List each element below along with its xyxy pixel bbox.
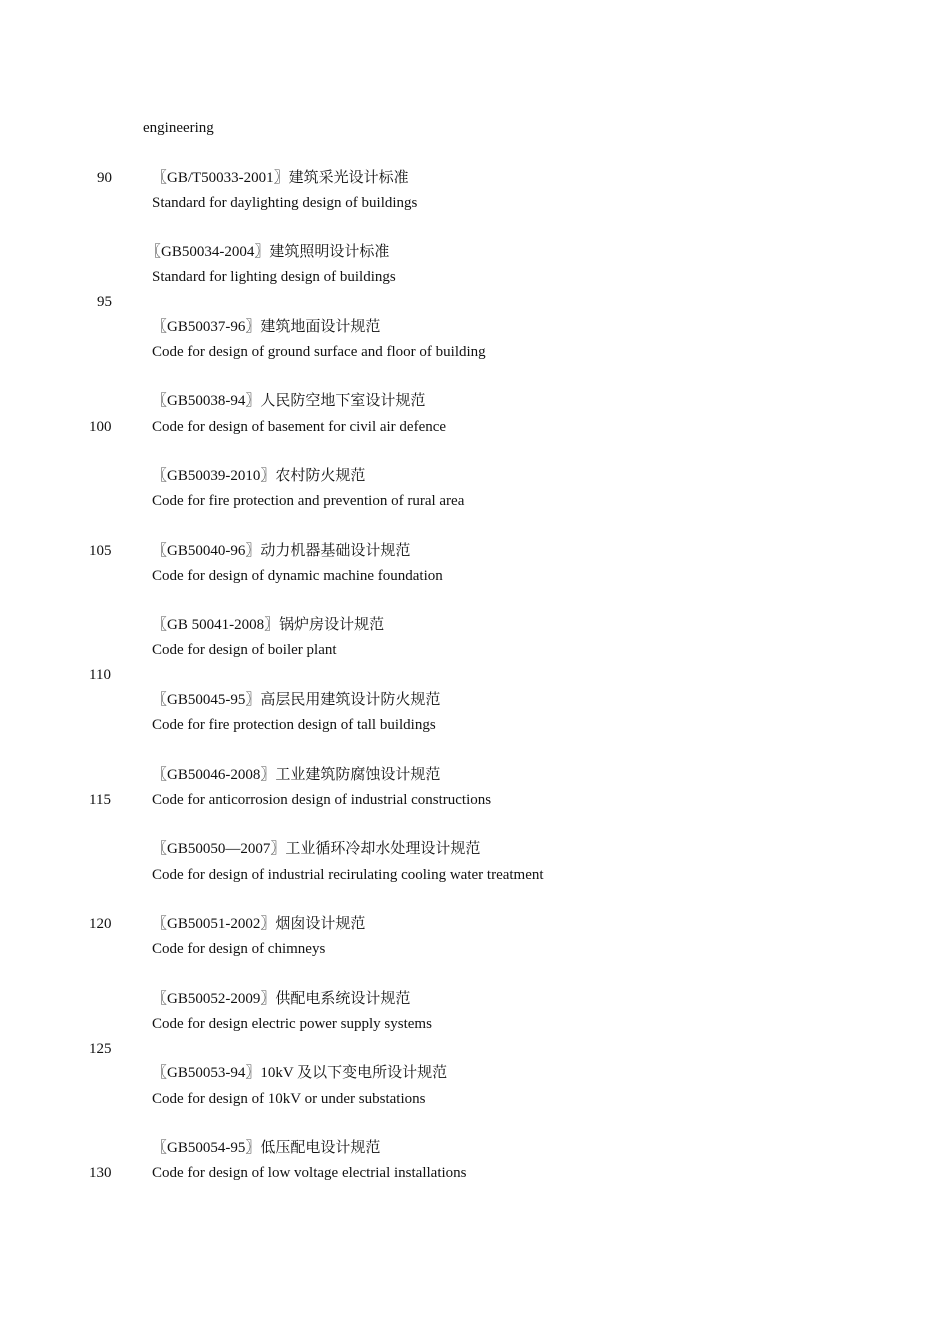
entry-english: Code for design of 10kV or under substations (152, 1091, 426, 1107)
entry-english: Code for design of industrial recirulating cooling water treatment (152, 867, 544, 883)
entry-english: Code for design of ground surface and floor of building (152, 344, 486, 360)
entry-english: Code for design of boiler plant (152, 642, 337, 658)
line-number: 100 (89, 419, 112, 435)
entry-english: Code for design of chimneys (152, 941, 326, 957)
entry-english: Code for design of low voltage electrial installations (152, 1165, 467, 1181)
line-number: 125 (89, 1041, 112, 1057)
line-number: 90 (97, 170, 112, 186)
entry-code: 〖GB50053-94〗10kV 及以下变电所设计规范 (152, 1065, 448, 1081)
entry-english: Standard for lighting design of buildings (152, 269, 396, 285)
entry-code: 〖GB50050—2007〗工业循环冷却水处理设计规范 (152, 841, 481, 857)
entry-english: Code for anticorrosion design of industrial constructions (152, 792, 492, 808)
entry-code: 〖GB50038-94〗人民防空地下室设计规范 (152, 393, 426, 409)
entry-code: 〖GB/T50033-2001〗建筑采光设计标准 (152, 170, 409, 186)
entry-code: 〖GB50045-95〗高层民用建筑设计防火规范 (152, 692, 441, 708)
entry-code: 〖GB50054-95〗低压配电设计规范 (152, 1140, 381, 1156)
entry-english: Code for design of dynamic machine foundation (152, 568, 443, 584)
entry-code: 〖GB50034-2004〗建筑照明设计标准 (146, 244, 390, 260)
line-number: 110 (89, 667, 111, 683)
entry-english: Code for fire protection and prevention of rural area (152, 493, 465, 509)
entry-code: 〖GB50046-2008〗工业建筑防腐蚀设计规范 (152, 767, 441, 783)
line-number: 120 (89, 916, 112, 932)
entry-code: 〖GB50037-96〗建筑地面设计规范 (152, 319, 381, 335)
entry-english: Standard for daylighting design of buildings (152, 195, 418, 211)
entry-code: 〖GB50040-96〗动力机器基础设计规范 (152, 543, 411, 559)
entry-code: 〖GB50051-2002〗烟囱设计规范 (152, 916, 366, 932)
line-number: 115 (89, 792, 111, 808)
header-fragment: engineering (143, 120, 214, 136)
line-number: 105 (89, 543, 112, 559)
entry-code: 〖GB 50041-2008〗锅炉房设计规范 (152, 617, 385, 633)
entry-english: Code for fire protection design of tall buildings (152, 717, 436, 733)
entry-code: 〖GB50039-2010〗农村防火规范 (152, 468, 366, 484)
entry-code: 〖GB50052-2009〗供配电系统设计规范 (152, 991, 411, 1007)
line-number: 95 (97, 294, 112, 310)
entry-english: Code for design electric power supply systems (152, 1016, 432, 1032)
line-number: 130 (89, 1165, 112, 1181)
entry-english: Code for design of basement for civil air defence (152, 419, 447, 435)
